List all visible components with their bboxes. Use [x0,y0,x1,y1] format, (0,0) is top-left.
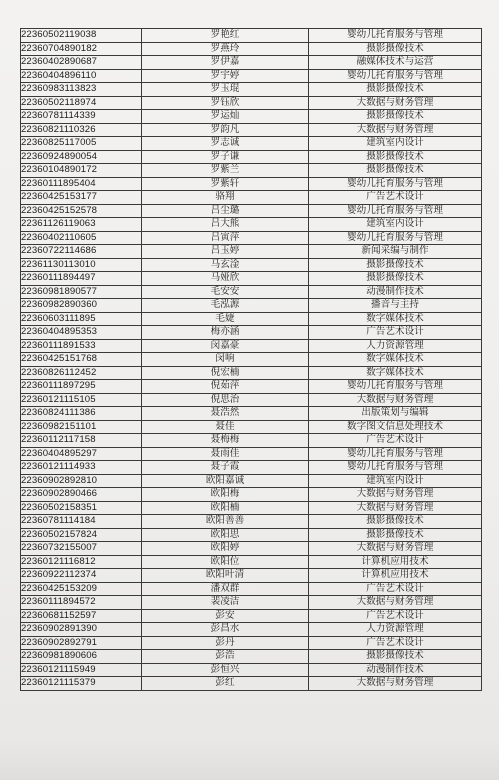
major-cell: 播音与主持 [309,299,482,313]
student-name-cell: 欧阳梅 [142,488,309,502]
student-name-cell: 罗宇婷 [142,69,309,83]
major-cell: 广告艺术设计 [309,636,482,650]
student-name-cell: 欧阳位 [142,555,309,569]
table-row [21,528,482,542]
student-name-cell: 欧阳婷 [142,542,309,556]
student-id-cell: 22360121114933 [21,461,142,475]
major-cell: 摄影摄像技术 [309,650,482,664]
student-name-cell: 裴凌洁 [142,596,309,610]
table-row [21,96,482,110]
table-row [21,596,482,610]
student-id-cell: 22360826112452 [21,366,142,380]
major-cell: 大数据与财务管理 [309,501,482,515]
table-row [21,501,482,515]
student-name-cell: 毛泓源 [142,299,309,313]
table-row [21,555,482,569]
student-id-cell: 22360902892791 [21,636,142,650]
student-id-cell: 22360781114339 [21,110,142,124]
major-cell: 广告艺术设计 [309,434,482,448]
student-id-cell: 22360824111386 [21,407,142,421]
student-id-cell: 22361126119063 [21,218,142,232]
student-id-cell: 22360981890577 [21,285,142,299]
student-id-cell: 22360111895404 [21,177,142,191]
student-id-cell: 22360502118974 [21,96,142,110]
student-name-cell: 吕玉婷 [142,245,309,259]
major-cell: 出版策划与编辑 [309,407,482,421]
student-id-cell: 22360982151101 [21,420,142,434]
major-cell: 婴幼儿托育服务与管理 [309,461,482,475]
student-id-cell: 22360732155007 [21,542,142,556]
major-cell: 广告艺术设计 [309,326,482,340]
student-name-cell: 聂雨佳 [142,447,309,461]
student-id-cell: 22360603111895 [21,312,142,326]
major-cell: 融媒体技术与运营 [309,56,482,70]
student-name-cell: 倪宏楠 [142,366,309,380]
student-name-cell: 吕尘璐 [142,204,309,218]
student-id-cell: 22361130113010 [21,258,142,272]
student-id-cell: 22360111894572 [21,596,142,610]
student-id-cell: 22360425151768 [21,353,142,367]
student-name-cell: 罗紫兰 [142,164,309,178]
table-row [21,177,482,191]
major-cell: 婴幼儿托育服务与管理 [309,177,482,191]
student-name-cell: 欧阳思 [142,528,309,542]
major-cell: 广告艺术设计 [309,609,482,623]
student-id-cell: 22360111894497 [21,272,142,286]
student-name-cell: 聂浩然 [142,407,309,421]
table-row [21,326,482,340]
major-cell: 摄影摄像技术 [309,258,482,272]
student-id-cell: 22360402110605 [21,231,142,245]
student-name-cell: 马玄淦 [142,258,309,272]
major-cell: 婴幼儿托育服务与管理 [309,69,482,83]
student-id-cell: 22360902892810 [21,474,142,488]
table-row [21,650,482,664]
student-name-cell: 聂佳 [142,420,309,434]
table-row [21,474,482,488]
table-row [21,677,482,691]
major-cell: 摄影摄像技术 [309,110,482,124]
student-name-cell: 欧阳叶清 [142,569,309,583]
student-name-cell: 罗燕玲 [142,42,309,56]
student-id-cell: 22360781114184 [21,515,142,529]
table-row [21,123,482,137]
table-row [21,164,482,178]
major-cell: 广告艺术设计 [309,191,482,205]
major-cell: 婴幼儿托育服务与管理 [309,29,482,43]
table-row [21,110,482,124]
student-id-cell: 22360121116812 [21,555,142,569]
table-row [21,285,482,299]
student-id-cell: 22360402890687 [21,56,142,70]
student-name-cell: 罗韵凡 [142,123,309,137]
student-id-cell: 22360924890054 [21,150,142,164]
student-name-cell: 罗艳红 [142,29,309,43]
major-cell: 计算机应用技术 [309,569,482,583]
student-name-cell: 欧阳嘉诚 [142,474,309,488]
major-cell: 大数据与财务管理 [309,393,482,407]
student-name-cell: 彭恒兴 [142,663,309,677]
table-row [21,623,482,637]
major-cell: 摄影摄像技术 [309,515,482,529]
major-cell: 广告艺术设计 [309,582,482,596]
table-row [21,204,482,218]
table-row [21,582,482,596]
student-id-cell: 22360121115949 [21,663,142,677]
table-row [21,636,482,650]
major-cell: 数字媒体技术 [309,366,482,380]
table-row [21,69,482,83]
student-id-cell: 22360425152578 [21,204,142,218]
student-name-cell: 梅亦涵 [142,326,309,340]
table-row [21,488,482,502]
table-row [21,609,482,623]
major-cell: 摄影摄像技术 [309,272,482,286]
student-id-cell: 22360404895297 [21,447,142,461]
student-name-cell: 罗玉琨 [142,83,309,97]
major-cell: 数字图文信息处理技术 [309,420,482,434]
student-name-cell: 吕寅萍 [142,231,309,245]
table-row [21,447,482,461]
table-row [21,366,482,380]
roster-body [21,29,482,691]
major-cell: 婴幼儿托育服务与管理 [309,380,482,394]
student-name-cell: 欧阳善善 [142,515,309,529]
major-cell: 人力资源管理 [309,623,482,637]
student-id-cell: 22360704890182 [21,42,142,56]
table-row [21,312,482,326]
table-row [21,515,482,529]
table-row [21,461,482,475]
student-name-cell: 罗志诚 [142,137,309,151]
major-cell: 大数据与财务管理 [309,677,482,691]
student-id-cell: 22360821110326 [21,123,142,137]
student-name-cell: 闵响 [142,353,309,367]
student-name-cell: 毛安安 [142,285,309,299]
student-name-cell: 彭浩 [142,650,309,664]
student-name-cell: 聂子霞 [142,461,309,475]
major-cell: 大数据与财务管理 [309,542,482,556]
table-row [21,83,482,97]
major-cell: 建筑室内设计 [309,474,482,488]
major-cell: 计算机应用技术 [309,555,482,569]
student-name-cell: 倪茹萍 [142,380,309,394]
student-id-cell: 22360404895353 [21,326,142,340]
table-row [21,191,482,205]
student-name-cell: 闵嘉豪 [142,339,309,353]
major-cell: 新闻采编与制作 [309,245,482,259]
table-row [21,137,482,151]
student-name-cell: 彭安 [142,609,309,623]
major-cell: 动漫制作技术 [309,285,482,299]
table-row [21,218,482,232]
student-id-cell: 22360982890360 [21,299,142,313]
table-row [21,569,482,583]
student-id-cell: 22360902891390 [21,623,142,637]
student-id-cell: 22360502119038 [21,29,142,43]
major-cell: 大数据与财务管理 [309,596,482,610]
student-name-cell: 罗子谦 [142,150,309,164]
major-cell: 人力资源管理 [309,339,482,353]
student-id-cell: 22360722114686 [21,245,142,259]
table-row [21,56,482,70]
table-row [21,339,482,353]
student-name-cell: 罗钰欣 [142,96,309,110]
student-id-cell: 22360425153209 [21,582,142,596]
table-row [21,299,482,313]
major-cell: 建筑室内设计 [309,137,482,151]
table-row [21,353,482,367]
table-row [21,393,482,407]
table-row [21,258,482,272]
student-id-cell: 22360502158351 [21,501,142,515]
major-cell: 摄影摄像技术 [309,528,482,542]
major-cell: 动漫制作技术 [309,663,482,677]
table-row [21,272,482,286]
major-cell: 摄影摄像技术 [309,83,482,97]
page-shadow [0,740,499,780]
table-row [21,542,482,556]
student-id-cell: 22360825117005 [21,137,142,151]
major-cell: 数字媒体技术 [309,312,482,326]
student-name-cell: 罗伊嘉 [142,56,309,70]
table-row [21,380,482,394]
table-row [21,245,482,259]
table-row [21,150,482,164]
student-id-cell: 22360425153177 [21,191,142,205]
student-id-cell: 22360121115379 [21,677,142,691]
table-row [21,434,482,448]
table-row [21,231,482,245]
student-id-cell: 22360111891533 [21,339,142,353]
student-name-cell: 欧阳楠 [142,501,309,515]
student-id-cell: 22360111897295 [21,380,142,394]
student-id-cell: 22360404896110 [21,69,142,83]
student-id-cell: 22360104890172 [21,164,142,178]
student-name-cell: 潘双群 [142,582,309,596]
major-cell: 摄影摄像技术 [309,150,482,164]
major-cell: 摄影摄像技术 [309,164,482,178]
table-row [21,42,482,56]
major-cell: 婴幼儿托育服务与管理 [309,231,482,245]
student-name-cell: 毛婕 [142,312,309,326]
table-row [21,407,482,421]
student-id-cell: 22360981890606 [21,650,142,664]
major-cell: 数字媒体技术 [309,353,482,367]
student-name-cell: 聂梅梅 [142,434,309,448]
student-name-cell: 马娅欣 [142,272,309,286]
student-name-cell: 倪思治 [142,393,309,407]
student-name-cell: 彭丹 [142,636,309,650]
student-name-cell: 罗紫轩 [142,177,309,191]
major-cell: 婴幼儿托育服务与管理 [309,447,482,461]
major-cell: 大数据与财务管理 [309,488,482,502]
student-name-cell: 罗运灿 [142,110,309,124]
table-row [21,420,482,434]
student-id-cell: 22360121115105 [21,393,142,407]
student-id-cell: 22360112117158 [21,434,142,448]
student-name-cell: 彭昌水 [142,623,309,637]
student-name-cell: 彭红 [142,677,309,691]
student-id-cell: 22360681152597 [21,609,142,623]
major-cell: 大数据与财务管理 [309,123,482,137]
student-id-cell: 22360922112374 [21,569,142,583]
table-row [21,29,482,43]
major-cell: 婴幼儿托育服务与管理 [309,204,482,218]
student-id-cell: 22360902890466 [21,488,142,502]
student-name-cell: 骆翔 [142,191,309,205]
major-cell: 大数据与财务管理 [309,96,482,110]
major-cell: 摄影摄像技术 [309,42,482,56]
major-cell: 建筑室内设计 [309,218,482,232]
student-id-cell: 22360983113823 [21,83,142,97]
student-id-cell: 22360502157824 [21,528,142,542]
table-row [21,663,482,677]
student-roster-table [20,28,482,691]
student-name-cell: 吕大熊 [142,218,309,232]
